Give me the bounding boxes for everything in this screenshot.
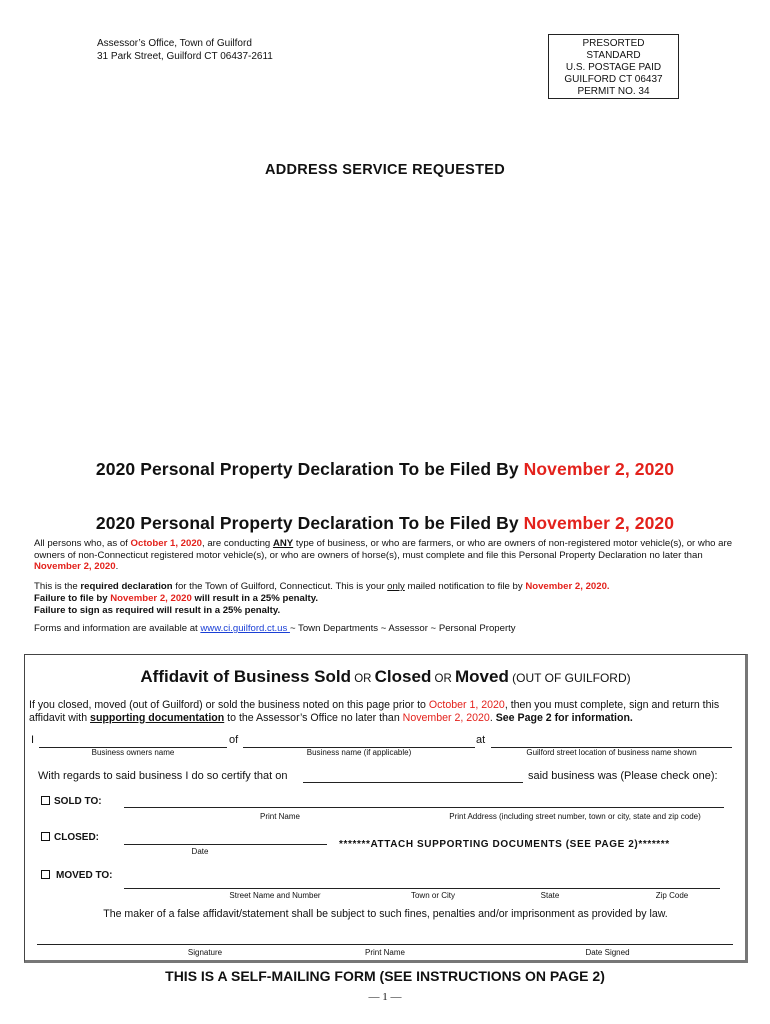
page-number: — 1 — [368,991,402,1003]
sender-line-1: Assessor’s Office, Town of Guilford [97,38,252,49]
row-i-label: I [31,734,35,746]
date-text: October 1, 2020 [428,699,505,711]
or-text: OR [431,673,455,685]
text: . [489,711,496,724]
intro-paragraph-1 [34,538,746,573]
moved-title: Moved [454,667,509,686]
deadline-text: November 2, 2020 [34,561,116,572]
or-text: OR [351,673,375,685]
text: , are conducting [202,538,273,549]
closed-option[interactable] [41,832,99,843]
moved-label: MOVED TO: [56,870,113,881]
check-one-text: said business was (Please check one): [528,770,718,782]
certify-date-line[interactable] [303,782,523,783]
required-text: required declaration [80,581,173,592]
declaration-title-2 [0,513,770,534]
town-caption: Town or City [410,891,455,900]
text: type of business, or who are farmers, or who are owners of non-registered motor vehicle(s), or who are owners of non-Connecticut registered motor vehicle(s), or who are owners of horse(s), must complete and file this Personal Property Declaration no later than [34,538,733,561]
postage-permit-box [548,34,679,99]
business-name-caption: Business name (if applicable) [306,748,412,757]
sold-checkbox[interactable] [41,796,50,805]
intro-penalty-sign: Failure to sign as required will result in a 25% penalty. [34,605,281,616]
false-statement-warning: The maker of a false affidavit/statement shall be subject to such fines, penalties and/or imprisonment as provided by law. [103,908,668,920]
sender-address [97,37,273,63]
permit-line-2: STANDARD [586,50,641,61]
moved-to-line[interactable] [124,888,720,889]
sender-line-2: 31 Park Street, Guilford CT 06437-2611 [97,51,273,62]
street-caption: Street Name and Number [229,891,321,900]
affidavit-title [25,667,746,687]
permit-line-4: GUILFORD CT 06437 [564,74,663,85]
sold-label: SOLD TO: [54,796,102,807]
attach-documents-note: *******ATTACH SUPPORTING DOCUMENTS (SEE PAGE 2)******* [339,839,670,850]
closed-date-line[interactable] [124,844,327,845]
signature-line[interactable] [37,944,733,945]
text: will result in a 25% penalty. [191,593,319,604]
closed-checkbox[interactable] [41,832,50,841]
print-name-caption-2: Print Name [364,948,405,957]
address-service-requested: ADDRESS SERVICE REQUESTED [264,162,506,178]
text: . [115,561,119,572]
self-mailing-notice: THIS IS A SELF-MAILING FORM (SEE INSTRUCTIONS ON PAGE 2) [165,968,605,984]
state-caption: State [540,891,560,900]
permit-line-5: PERMIT NO. 34 [577,86,650,97]
date-signed-caption: Date Signed [585,948,630,957]
text: ~ Town Departments ~ Assessor ~ Personal Property [289,623,516,634]
text: All persons who, as of [34,538,131,549]
text: This is the [34,581,81,592]
title-date: November 2, 2020 [523,513,675,533]
owner-name-caption: Business owners name [91,748,175,757]
only-text: only [387,581,405,592]
date-text: October 1, 2020 [130,538,202,549]
location-caption: Guilford street location of business name shown [526,748,697,757]
title-date: November 2, 2020 [523,459,675,479]
title-prefix: 2020 Personal Property Declaration To be Filed By [95,513,524,533]
row-of-label: of [229,734,239,746]
declaration-title-1 [0,459,770,480]
text: for the Town of Guilford, Connecticut. This is your [172,581,388,592]
date-text: November 2, 2020 [402,711,490,724]
permit-line-3: U.S. POSTAGE PAID [565,62,662,73]
date-text: November 2, 2020 [110,593,192,604]
see-page-2: See Page 2 for information. [495,711,633,724]
text: If you closed, moved (out of Guilford) or sold the business noted on this page prior to [29,699,429,711]
sold-to-option[interactable] [41,796,102,807]
any-text: ANY [272,538,294,549]
out-of-guilford: (OUT OF GUILFORD) [508,671,631,685]
closed-title: Closed [374,667,432,686]
signature-caption: Signature [187,948,223,957]
zip-caption: Zip Code [655,891,689,900]
certify-text: With regards to said business I do so certify that on [38,770,288,782]
affidavit-instructions [29,699,745,724]
text: Forms and information are available at [34,623,201,634]
intro-paragraph-2 [34,581,746,593]
text: , then you must complete, sign and return this affidavit with [29,699,720,724]
website-link[interactable]: www.ci.guilford.ct.us [200,623,290,634]
text: mailed notification to file by [404,581,526,592]
intro-penalty-file [34,593,746,605]
moved-to-option[interactable] [41,870,112,881]
sold-to-line[interactable] [124,807,724,808]
date-caption: Date [191,847,209,856]
date-text: November 2, 2020. [525,581,610,592]
docs-text: supporting documentation [90,711,225,724]
intro-paragraph-forms [34,623,746,635]
affidavit-box [24,654,748,963]
print-name-caption: Print Name [259,812,300,821]
title-prefix: 2020 Personal Property Declaration To be Filed By [95,459,524,479]
closed-label: CLOSED: [54,832,99,843]
row-at-label: at [476,734,486,746]
print-address-caption: Print Address (including street number, town or city, state and zip code) [449,812,701,821]
text: Failure to file by [34,593,111,604]
moved-checkbox[interactable] [41,870,50,879]
sold-title: Affidavit of Business Sold [140,667,352,686]
text: to the Assessor’s Office no later than [224,711,403,724]
permit-line-1: PRESORTED [582,38,645,49]
